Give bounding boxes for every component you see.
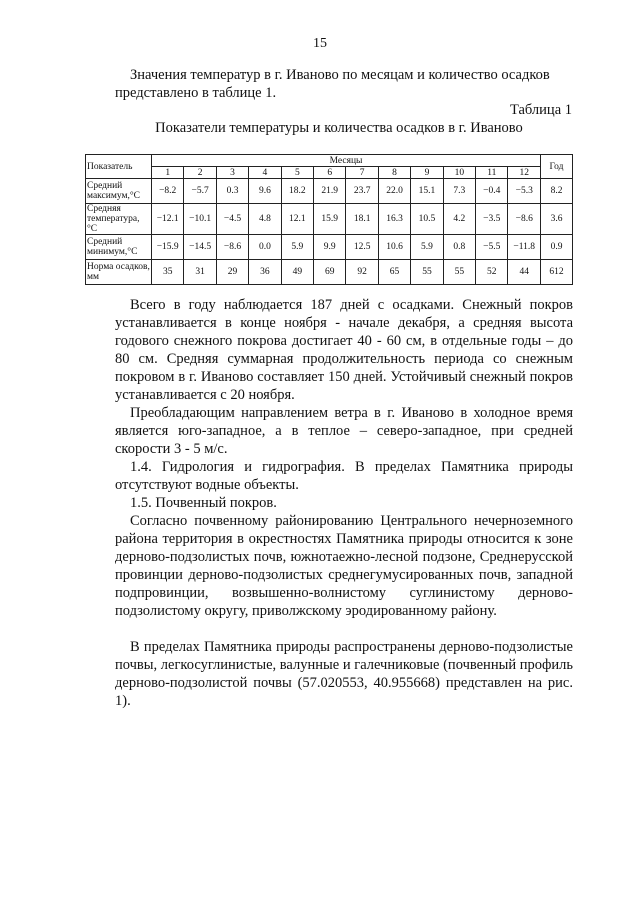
table-cell: 15.9 — [314, 204, 346, 235]
table-cell: 55 — [443, 260, 475, 285]
month-header-12: 12 — [508, 167, 541, 179]
corner-header: Показатель — [86, 155, 152, 179]
table-cell: −10.1 — [184, 204, 216, 235]
table-row — [86, 235, 573, 260]
table-cell: 92 — [346, 260, 378, 285]
table-label: Таблица 1 — [509, 102, 572, 118]
month-header-6: 6 — [314, 167, 346, 179]
table-cell: 9.6 — [249, 179, 281, 204]
table-row — [86, 204, 573, 235]
table-cell: −5.5 — [476, 235, 508, 260]
row-label: Средний минимум,°С — [86, 235, 152, 260]
paragraph-snow: Всего в году наблюдается 187 дней с осадками. Снежный покров устанавливается в конце ноября - начале декабря, а средняя высота годового снежного покрова достигает 40 - 60 см, в отдельные годы – до 80 см. Средняя суммарная продолжительность периода со снежным покровом в г. Иваново составляет 150 дней. Устойчивый снежный покров устанавливается с 20 ноября. — [115, 297, 573, 403]
table-row — [86, 260, 573, 285]
month-header-9: 9 — [411, 167, 443, 179]
table-cell: 7.3 — [443, 179, 475, 204]
table-cell: −15.9 — [152, 235, 184, 260]
paragraph-hydrology: 1.4. Гидрология и гидрография. В пределах Памятника природы отсутствуют водные объекты. — [115, 459, 573, 493]
paragraph-soil-heading: 1.5. Почвенный покров. — [130, 495, 277, 511]
table-cell: −8.2 — [152, 179, 184, 204]
table-row — [86, 179, 573, 204]
month-number-row — [86, 167, 573, 179]
table-cell: 15.1 — [411, 179, 443, 204]
year-cell: 3.6 — [541, 204, 573, 235]
year-cell: 612 — [541, 260, 573, 285]
table-cell: −3.5 — [476, 204, 508, 235]
table-cell: 36 — [249, 260, 281, 285]
intro-paragraph: Значения температур в г. Иваново по месяцам и количество осадков представлено в таблице 1. — [115, 67, 550, 101]
month-header-3: 3 — [216, 167, 248, 179]
month-header-2: 2 — [184, 167, 216, 179]
table-cell: 35 — [152, 260, 184, 285]
table-cell: 55 — [411, 260, 443, 285]
row-label: Средний максимум,°С — [86, 179, 152, 204]
year-cell: 0.9 — [541, 235, 573, 260]
table-cell: −14.5 — [184, 235, 216, 260]
table-body — [86, 179, 573, 285]
table-cell: 52 — [476, 260, 508, 285]
table-cell: −5.3 — [508, 179, 541, 204]
table-cell: −0.4 — [476, 179, 508, 204]
table-cell: −8.6 — [508, 204, 541, 235]
month-header-5: 5 — [281, 167, 313, 179]
table-cell: 65 — [378, 260, 410, 285]
table-cell: 4.2 — [443, 204, 475, 235]
row-label: Норма осадков, мм — [86, 260, 152, 285]
month-header-8: 8 — [378, 167, 410, 179]
table-cell: 0.3 — [216, 179, 248, 204]
table-cell: −4.5 — [216, 204, 248, 235]
table-cell: 16.3 — [378, 204, 410, 235]
table-cell: 18.1 — [346, 204, 378, 235]
table-cell: 49 — [281, 260, 313, 285]
table-cell: −8.6 — [216, 235, 248, 260]
page-number: 15 — [313, 36, 327, 51]
paragraph-soil-types: В пределах Памятника природы распространены дерново-подзолистые почвы, легкосуглинистые, валунные и галечниковые (почвенный профиль дерново-подзолистой почвы (57.020553, 40.955668) представлен на рис. 1). — [115, 639, 573, 709]
table-cell: 0.0 — [249, 235, 281, 260]
table-cell: 9.9 — [314, 235, 346, 260]
table-cell: 18.2 — [281, 179, 313, 204]
climate-table — [85, 154, 573, 285]
table-cell: 5.9 — [281, 235, 313, 260]
table-cell: −5.7 — [184, 179, 216, 204]
year-header: Год — [541, 155, 573, 179]
months-header: Месяцы — [152, 155, 541, 167]
table-cell: 10.5 — [411, 204, 443, 235]
month-header-4: 4 — [249, 167, 281, 179]
table-cell: 0.8 — [443, 235, 475, 260]
table-cell: 23.7 — [346, 179, 378, 204]
table-cell: 12.5 — [346, 235, 378, 260]
table-cell: −11.8 — [508, 235, 541, 260]
table-cell: 10.6 — [378, 235, 410, 260]
table-cell: 44 — [508, 260, 541, 285]
table-cell: 31 — [184, 260, 216, 285]
table-title: Показатели температуры и количества осадков в г. Иваново — [155, 120, 523, 136]
table-cell: 29 — [216, 260, 248, 285]
paragraph-soil-zoning: Согласно почвенному районированию Центрального нечерноземного района территория в окрестностях Памятника природы относится к зоне дерново-подзолистых почв, южнотаежно-лесной подзоне, Среднерусской провинции дерново-подзолистых среднегумусированных почв, западной подпровинции, возвышенно-волнистому суглинистому дерново-подзолистому округу, приволжскому эродированному району. — [115, 513, 573, 619]
table-cell: 21.9 — [314, 179, 346, 204]
paragraph-wind: Преобладающим направлением ветра в г. Иваново в холодное время является юго-западное, а в теплое – северо-западное, при средней скорости 3 - 5 м/с. — [115, 405, 573, 457]
table-cell: 69 — [314, 260, 346, 285]
table-cell: −12.1 — [152, 204, 184, 235]
year-cell: 8.2 — [541, 179, 573, 204]
month-header-11: 11 — [476, 167, 508, 179]
table-cell: 22.0 — [378, 179, 410, 204]
table-cell: 5.9 — [411, 235, 443, 260]
table-cell: 4.8 — [249, 204, 281, 235]
table-cell: 12.1 — [281, 204, 313, 235]
month-header-7: 7 — [346, 167, 378, 179]
month-header-10: 10 — [443, 167, 475, 179]
row-label: Средняя температура, °С — [86, 204, 152, 235]
month-header-1: 1 — [152, 167, 184, 179]
